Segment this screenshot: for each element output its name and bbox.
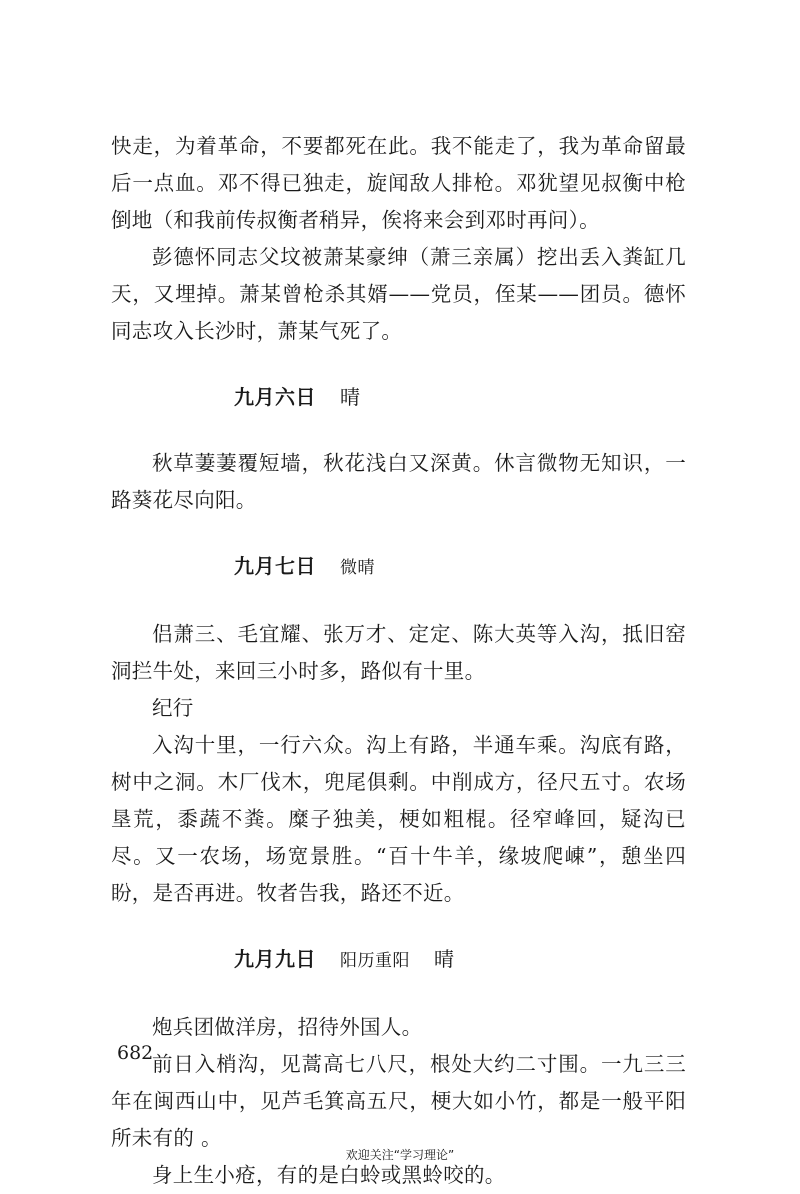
page-body <box>111 128 686 1194</box>
entry-date: 九月九日 <box>234 947 316 971</box>
entry-date: 九月六日 <box>234 385 316 409</box>
footer-note: 欢迎关注“学习理论” <box>345 1148 455 1162</box>
paragraph: 纪行 <box>152 696 194 720</box>
paragraph: 侣萧三、毛宜耀、张万才、定定、陈大英等入沟，抵旧窑洞拦牛处，来回三小时多，路似有十里。 <box>111 622 686 683</box>
paragraph: 彭德怀同志父坟被萧某豪绅（萧三亲属）挖出丢入粪缸几天，又埋掉。萧某曾枪杀其婿——党员，侄某——团员。德怀同志攻入长沙时，萧某气死了。 <box>111 245 686 343</box>
page-number: 682 <box>117 1042 154 1064</box>
entry-heading-sep-9 <box>111 941 686 980</box>
entry-weather: 阳历重阳 <box>340 951 410 971</box>
entry-weather: 晴 <box>340 385 361 409</box>
entry-heading-sep-6 <box>111 379 686 416</box>
paragraph: 前日入梢沟，见蒿高七八尺，根处大约二寸围。一九三三年在闽西山中，见芦毛箕高五尺，梗大如小竹，都是一般平阳所未有的 。 <box>111 1052 686 1150</box>
paragraph: 入沟十里，一行六众。沟上有路，半通车乘。沟底有路，树中之洞。木厂伐木，兜尾俱剩。中削成方，径尺五寸。农场垦荒，黍蔬不粪。糜子独美，梗如粗棍。径窄峰回，疑沟已尽。又一农场，场宽景胜。“百十牛羊，缘坡爬崠”，憩坐四盼，是否再进。牧者告我，路还不近。 <box>111 733 686 905</box>
paragraph: 秋草萋萋覆短墙，秋花浅白又深黄。休言微物无知识，一路葵花尽向阳。 <box>111 451 686 512</box>
entry-heading-sep-7 <box>111 548 686 587</box>
entry-weather: 微晴 <box>340 558 375 578</box>
entry-date: 九月七日 <box>234 554 316 578</box>
paragraph: 快走，为着革命，不要都死在此。我不能走了，我为革命留最后一点血。邓不得已独走，旋闻敌人排枪。邓犹望见叔衡中枪倒地（和我前传叔衡者稍异，俟将来会到邓时再问）。 <box>111 134 686 232</box>
paragraph: 身上生小疮，有的是白蛉或黑蛉咬的。 <box>152 1163 506 1187</box>
entry-weather-2: 晴 <box>434 947 455 971</box>
paragraph: 炮兵团做洋房，招待外国人。 <box>152 1015 423 1039</box>
